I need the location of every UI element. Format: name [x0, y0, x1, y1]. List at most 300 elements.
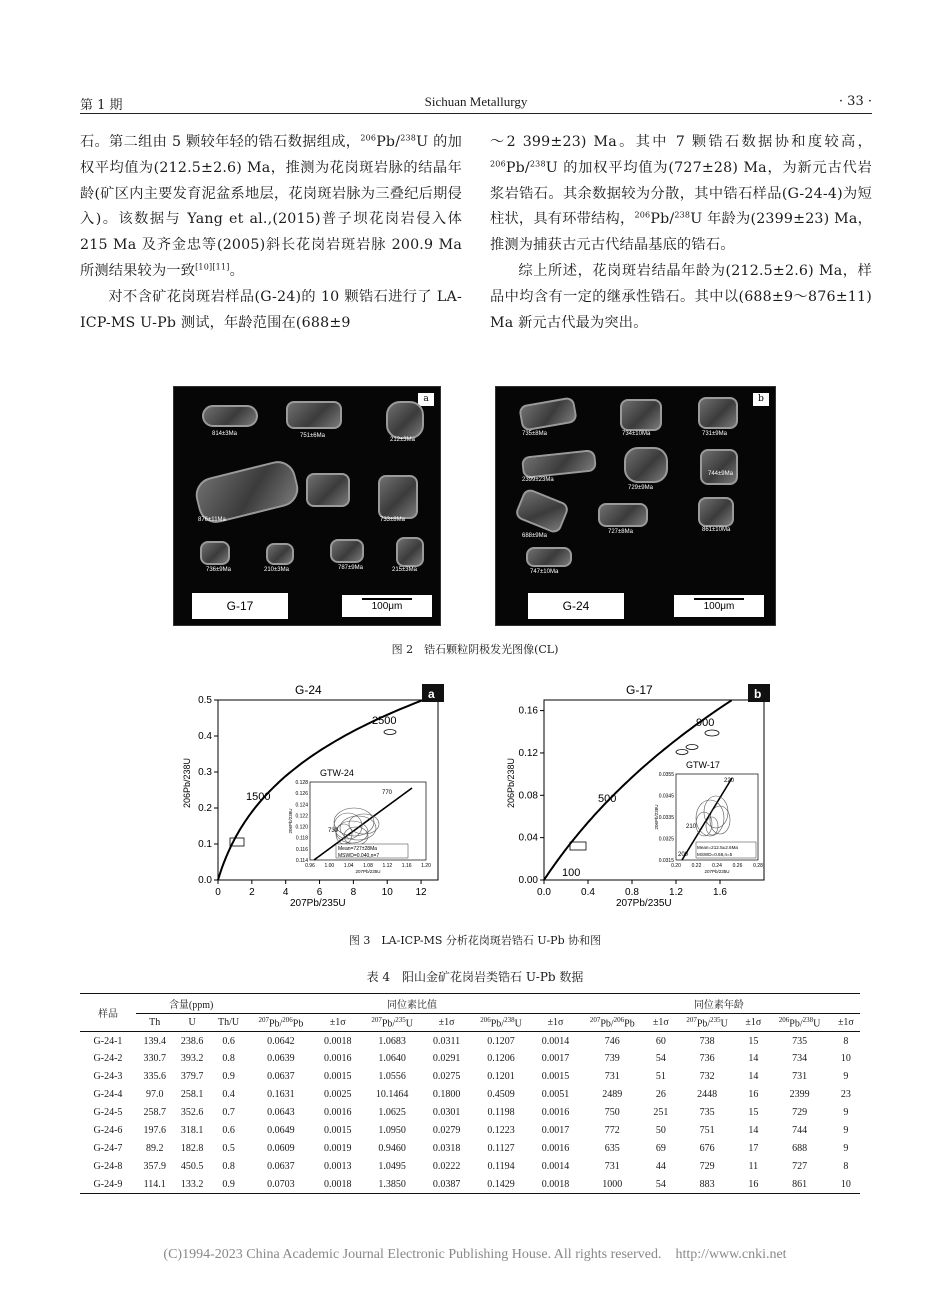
zircon-grain — [518, 396, 578, 431]
table-cell: G-24-2 — [93, 1053, 123, 1065]
table-cell: 0.0637 — [267, 1071, 295, 1083]
table-cell: 0.0222 — [432, 1161, 461, 1173]
y-tick-label: 0.2 — [198, 803, 212, 814]
table-cell: 0.1201 — [487, 1071, 515, 1083]
inset-age-label: 730 — [328, 828, 339, 834]
table-cell: 1.0640 — [378, 1053, 406, 1065]
y-tick-label: 0.4 — [198, 731, 212, 742]
table-cell: 0.0014 — [541, 1035, 570, 1047]
inset-x-axis-label: 207Pb/235U — [704, 869, 730, 874]
sub-header: ±1σ — [647, 1014, 675, 1032]
table-cell: 15 — [748, 1035, 759, 1047]
inset-x-tick-label: 0.22 — [691, 863, 702, 869]
table-cell: G-24-6 — [93, 1125, 123, 1137]
col-header-sample: 样品 — [80, 994, 136, 1032]
sample-label: G-17 — [192, 593, 288, 619]
x-tick-label: 4 — [282, 887, 289, 898]
table-cell: 0.0025 — [323, 1089, 352, 1101]
inset-y-axis-label: 206Pb/238U — [288, 808, 293, 834]
sub-header: Th — [136, 1014, 173, 1032]
table-cell: 393.2 — [180, 1053, 204, 1065]
figure-2-caption: 图 2 锆石颗粒阴极发光图像(CL) — [391, 643, 559, 656]
grain-age: 733±8Ma — [380, 517, 405, 523]
left-column — [80, 130, 462, 336]
inset-x-axis-label: 207Pb/235U — [355, 869, 381, 874]
table-row — [80, 1176, 860, 1194]
y-tick-label: 0.0 — [198, 875, 212, 886]
y-axis-label: 206Pb/238U — [506, 757, 516, 808]
table-cell: 635 — [604, 1143, 620, 1155]
x-tick-label: 0.0 — [537, 887, 551, 898]
concordia-age-label: 1500 — [246, 791, 271, 803]
table-cell: 688 — [792, 1143, 808, 1155]
table-cell: 735 — [699, 1107, 715, 1119]
inset-y-tick-label: 0.118 — [295, 835, 308, 842]
table-cell: 9 — [843, 1125, 849, 1137]
table-cell: 1.0625 — [378, 1107, 406, 1119]
table-cell: 731 — [604, 1071, 620, 1083]
table-cell: 26 — [655, 1089, 666, 1101]
col-header-ratio: 同位素比值 — [246, 994, 577, 1014]
table-cell: 1.0950 — [378, 1125, 406, 1137]
x-tick-label: 1.2 — [669, 887, 683, 898]
table-cell: 197.6 — [143, 1125, 166, 1137]
table-cell: 0.0016 — [541, 1107, 570, 1119]
left-paragraph-2: 对不含矿花岗斑岩样品(G-24)的 10 颗锆石进行了 LA-ICP-MS U-Pb 测试，年龄范围在(688±9 — [80, 288, 462, 331]
inset-y-tick-label: 0.0325 — [658, 836, 674, 843]
table-cell: 14 — [748, 1053, 759, 1065]
table-cell: 772 — [604, 1125, 620, 1137]
chart-title: G-17 — [626, 683, 653, 697]
table-cell: 729 — [699, 1161, 715, 1173]
table-cell: 0.9 — [222, 1071, 235, 1083]
zircon-data-table — [80, 993, 860, 1194]
data-ellipse — [705, 730, 719, 736]
sub-header: $^{207}$Pb/$^{206}$Pb — [578, 1014, 647, 1032]
inset-age-label: 770 — [382, 790, 393, 796]
table-row — [80, 1068, 860, 1086]
copyright-footer: (C)1994-2023 China Academic Journal Electronic Publishing House. All rights reserved. http://www.cnki.net — [163, 1247, 787, 1262]
table-cell: 0.1429 — [469, 1176, 533, 1194]
table-cell: 0.0018 — [533, 1176, 578, 1194]
table-cell: 739 — [604, 1053, 620, 1065]
table-cell: 0.4509 — [487, 1089, 515, 1101]
table-cell: 0.0015 — [541, 1071, 570, 1083]
y-axis-label: 206Pb/238U — [182, 757, 192, 808]
grain-age: 729±9Ma — [628, 485, 653, 491]
table-cell: 0.0642 — [267, 1035, 295, 1047]
sample-label: G-24 — [528, 593, 624, 619]
left-paragraph-1: 石。第二组由 5 颗较年轻的锆石数据组成，$^{206}$Pb/$^{238}$U 的加权平均值为(212.5±2.6) Ma，推测为花岗斑岩脉的结晶年龄(矿区内主要发育泥盆系地层，花岗斑岩脉为三叠纪后期侵入)。该数据与 Yang et al.,(2015)普子坝花岗岩侵入体 215 Ma 及齐金忠等(2005)斜长花岗岩斑岩脉 200.9 Ma 所测结果较为一致[10][11]。 — [80, 133, 462, 279]
x-tick-label: 12 — [415, 887, 427, 898]
zircon-grain — [598, 503, 648, 527]
chart-title: G-24 — [295, 683, 322, 697]
table-row — [80, 1086, 860, 1104]
y-tick-label: 0.5 — [198, 695, 212, 706]
table-cell: G-24-5 — [93, 1107, 123, 1119]
table-cell: 182.8 — [180, 1143, 204, 1155]
inset-y-tick-label: 0.116 — [295, 846, 308, 853]
table-cell: 8 — [843, 1035, 849, 1047]
table-cell: 0.6 — [222, 1125, 235, 1137]
grain-age: 734±10Ma — [622, 431, 651, 437]
inset-age-label: 200 — [678, 852, 689, 858]
sub-header: $^{207}$Pb/$^{235}$U — [360, 1014, 424, 1032]
table-cell: 60 — [655, 1035, 666, 1047]
table-cell: 0.1631 — [267, 1089, 295, 1101]
inset-mswd: MSWD=0.040,n=7 — [338, 853, 380, 859]
inset-x-tick-label: 1.04 — [343, 863, 354, 869]
y-tick-label: 0.08 — [518, 790, 538, 802]
zircon-grain — [396, 537, 424, 567]
grain-age: 744±9Ma — [708, 471, 733, 477]
grain-age: 727±8Ma — [608, 529, 633, 535]
table-cell: G-24-1 — [93, 1035, 123, 1047]
table-cell: 10 — [840, 1053, 851, 1065]
inset-y-axis-label: 206Pb/238U — [654, 804, 659, 830]
grain-age: 736±9Ma — [206, 567, 231, 573]
inset-y-tick-label: 0.0355 — [658, 772, 674, 778]
table-cell: 735 — [792, 1035, 808, 1047]
x-tick-label: 0.4 — [581, 887, 595, 898]
zircon-grain — [378, 475, 418, 519]
grain-age: 210±3Ma — [264, 567, 289, 573]
table-cell: 0.0017 — [541, 1125, 570, 1137]
table-cell: 676 — [699, 1143, 715, 1155]
table-cell: 738 — [699, 1035, 715, 1047]
citation: [10][11] — [195, 262, 230, 272]
table-body — [80, 1032, 860, 1194]
zircon-grain — [620, 399, 662, 431]
zircon-grain — [330, 539, 364, 563]
data-ellipse — [676, 750, 688, 755]
inset-title: GTW-17 — [686, 760, 720, 770]
table-cell: 751 — [699, 1125, 715, 1137]
y-tick-label: 0.04 — [518, 832, 538, 844]
right-paragraph-1: ～2 399±23) Ma。其中 7 颗锆石数据协和度较高，$^{206}$Pb/$^{238}$U 的加权平均值为(727±28) Ma，为新元古代岩浆岩锆石。其余数据较为分散，其中锆石样品(G-24-4)为短柱状，具有环带结构，$^{206}$Pb/$^{238}$U 年龄为(2399±23) Ma，推测为捕获古元古代结晶基底的锆石。 — [490, 134, 872, 254]
table-cell: 0.1800 — [432, 1089, 461, 1101]
table-cell: G-24-4 — [93, 1089, 123, 1101]
table-cell: 0.0013 — [323, 1161, 352, 1173]
table-cell: 0.0609 — [267, 1143, 295, 1155]
table-cell: 727 — [792, 1161, 808, 1173]
table-cell: 0.1127 — [487, 1143, 515, 1155]
y-tick-label: 0.1 — [198, 839, 212, 850]
zircon-grain — [202, 405, 258, 427]
table-cell: 731 — [604, 1161, 620, 1173]
cl-image-panel-a — [173, 386, 441, 626]
grain-age: 787±9Ma — [338, 565, 363, 571]
grain-age: 861±10Ma — [702, 527, 731, 533]
table-cell: 0.1206 — [487, 1053, 515, 1065]
right-column — [490, 130, 872, 336]
table-cell: G-24-3 — [93, 1071, 123, 1083]
x-tick-label: 2 — [249, 887, 255, 898]
table-cell: 14 — [748, 1071, 759, 1083]
sub-header: $^{207}$Pb/$^{235}$U — [675, 1014, 739, 1032]
zircon-grain — [698, 397, 738, 429]
table-cell: 54 — [655, 1053, 666, 1065]
table-row — [80, 1032, 860, 1050]
table-cell: 10 — [832, 1176, 860, 1194]
table-cell: 0.1207 — [487, 1035, 515, 1047]
inset-y-tick-label: 0.0315 — [658, 858, 674, 864]
table-cell: 746 — [604, 1035, 620, 1047]
panel-tag: a — [418, 393, 434, 406]
grain-age: 212±3Ma — [390, 437, 415, 443]
table-cell: 0.0639 — [267, 1053, 295, 1065]
panel-tag: b — [754, 687, 762, 701]
x-tick-label: 10 — [381, 887, 393, 898]
table-cell: 69 — [655, 1143, 666, 1155]
col-header-content: 含量(ppm) — [136, 994, 246, 1014]
table-cell: 330.7 — [143, 1053, 166, 1065]
inset-x-tick-label: 1.12 — [382, 863, 393, 869]
table-cell: 10.1464 — [375, 1089, 409, 1101]
zircon-grain — [698, 497, 734, 527]
table-cell: 0.0019 — [323, 1143, 352, 1155]
grain-age: 747±10Ma — [530, 569, 559, 575]
table-cell: 0.1223 — [487, 1125, 515, 1137]
table-cell: 133.2 — [173, 1176, 210, 1194]
sub-header: ±1σ — [424, 1014, 469, 1032]
table-cell: 14 — [748, 1125, 759, 1137]
concordia-chart-b — [506, 678, 776, 910]
table-cell: 114.1 — [136, 1176, 173, 1194]
concordia-age-label: 100 — [562, 867, 581, 879]
x-tick-label: 6 — [316, 887, 323, 898]
inset-chart — [654, 760, 763, 874]
sub-header: ±1σ — [315, 1014, 360, 1032]
table-cell: 352.6 — [180, 1107, 204, 1119]
inset-x-tick-label: 0.24 — [712, 863, 722, 869]
table-cell: 0.0016 — [323, 1107, 352, 1119]
table-row — [80, 1158, 860, 1176]
y-tick-label: 0.3 — [198, 767, 212, 778]
inset-x-tick-label: 1.00 — [324, 863, 335, 869]
inset-x-tick-label: 1.20 — [421, 863, 431, 869]
journal-name: Sichuan Metallurgy — [424, 94, 528, 109]
table-cell: 0.0703 — [246, 1176, 315, 1194]
x-axis-label: 207Pb/235U — [616, 898, 672, 909]
table-cell: 0.0301 — [432, 1107, 461, 1119]
table-cell: 0.0018 — [315, 1176, 360, 1194]
grain-age: 215±3Ma — [392, 567, 417, 573]
table-cell: 0.0387 — [424, 1176, 469, 1194]
table-cell: 0.9 — [211, 1176, 246, 1194]
table-cell: 0.0015 — [323, 1125, 352, 1137]
inset-x-tick-label: 0.96 — [305, 863, 315, 869]
sub-header: $^{207}$Pb/$^{206}$Pb — [246, 1014, 315, 1032]
table-cell: 44 — [655, 1161, 666, 1173]
table-cell: 0.5 — [222, 1143, 235, 1155]
table-cell: 9 — [843, 1071, 849, 1083]
table-cell: 729 — [792, 1107, 808, 1119]
table-cell: 736 — [699, 1053, 715, 1065]
table-cell: 0.0291 — [432, 1053, 461, 1065]
inset-y-tick-label: 0.122 — [295, 813, 308, 820]
grain-age: 2399±23Ma — [522, 477, 554, 483]
y-tick-label: 0.00 — [518, 875, 538, 886]
table-cell: 0.1194 — [487, 1161, 515, 1173]
inset-age-label: 210 — [686, 824, 697, 830]
inset-x-tick-label: 0.20 — [671, 863, 681, 869]
table-cell: 734 — [792, 1053, 808, 1065]
zircon-grain — [386, 401, 424, 439]
sub-header: ±1σ — [739, 1014, 767, 1032]
table-cell: 335.6 — [143, 1071, 166, 1083]
y-tick-label: 0.16 — [518, 705, 538, 717]
table-cell: 450.5 — [180, 1161, 204, 1173]
issue-number: 第 1 期 — [80, 98, 123, 113]
table-cell: 1.0556 — [378, 1071, 406, 1083]
table-cell: 0.9460 — [378, 1143, 406, 1155]
table-cell: 0.0017 — [541, 1053, 570, 1065]
sub-header: ±1σ — [832, 1014, 860, 1032]
table-cell: 0.0014 — [541, 1161, 570, 1173]
table-cell: G-24-9 — [80, 1176, 136, 1194]
sub-header: ±1σ — [533, 1014, 578, 1032]
table-cell: 54 — [647, 1176, 675, 1194]
inset-y-tick-label: 0.0345 — [658, 793, 674, 800]
concordia-age-label: 500 — [598, 793, 617, 805]
panel-tag: a — [428, 687, 435, 701]
concordia-age-label: 2500 — [372, 715, 397, 727]
inset-y-tick-label: 0.128 — [295, 780, 308, 786]
table-cell: 0.0016 — [541, 1143, 570, 1155]
table-cell: 2489 — [602, 1089, 623, 1101]
table-cell: 1.0683 — [378, 1035, 406, 1047]
inset-y-tick-label: 0.0335 — [658, 815, 674, 821]
inset-y-tick-label: 0.126 — [295, 791, 308, 798]
right-paragraph-2: 综上所述，花岗斑岩结晶年龄为(212.5±2.6) Ma，样品中均含有一定的继承性锆石。其中以(688±9～876±11) Ma 新元古代最为突出。 — [490, 262, 872, 331]
table-4-caption: 表 4 阳山金矿花岗岩类锆石 U-Pb 数据 — [366, 970, 584, 984]
sub-header: Th/U — [211, 1014, 246, 1032]
table-cell: 1000 — [578, 1176, 647, 1194]
table-cell: 0.0279 — [432, 1125, 461, 1137]
table-row — [80, 1140, 860, 1158]
table-row — [80, 1122, 860, 1140]
zircon-grain — [526, 547, 572, 567]
figure-3-caption: 图 3 LA-ICP-MS 分析花岗斑岩锆石 U-Pb 协和图 — [348, 934, 602, 947]
x-tick-label: 0 — [215, 887, 221, 898]
table-cell: 0.8 — [222, 1161, 235, 1173]
col-header-age: 同位素年龄 — [578, 994, 860, 1014]
grain-age: 814±3Ma — [212, 431, 237, 437]
inset-title: GTW-24 — [320, 768, 354, 778]
y-tick-label: 0.12 — [518, 747, 538, 759]
grain-age: 735±8Ma — [522, 431, 547, 437]
table-cell: 861 — [767, 1176, 831, 1194]
table-cell: 379.7 — [180, 1071, 204, 1083]
inset-mean: Mean=727±28Ma — [338, 846, 378, 852]
table-cell: 251 — [653, 1107, 669, 1119]
scale-bar: 100μm — [342, 595, 432, 617]
table-cell: 16 — [748, 1089, 759, 1101]
table-cell: 0.0051 — [541, 1089, 570, 1101]
table-cell: 0.6 — [222, 1035, 235, 1047]
table-cell: 15 — [748, 1107, 759, 1119]
table-cell: 0.7 — [222, 1107, 235, 1119]
table-row — [80, 1104, 860, 1122]
table-cell: 0.0649 — [267, 1125, 295, 1137]
sub-header-row — [80, 1014, 860, 1032]
table-cell: 0.4 — [222, 1089, 235, 1101]
data-box — [570, 842, 586, 850]
table-cell: 238.6 — [180, 1035, 204, 1047]
running-header — [80, 92, 872, 114]
inset-age-label: 220 — [724, 778, 735, 784]
table-cell: 258.7 — [143, 1107, 166, 1119]
data-ellipse — [686, 745, 698, 750]
inset-x-tick-label: 0.26 — [732, 863, 743, 869]
table-cell: 0.0637 — [267, 1161, 295, 1173]
table-cell: 0.1198 — [487, 1107, 515, 1119]
data-ellipse — [384, 730, 396, 735]
table-cell: 51 — [655, 1071, 666, 1083]
table-cell: 139.4 — [143, 1035, 166, 1047]
inset-y-tick-label: 0.114 — [295, 858, 308, 864]
zircon-grain — [624, 447, 668, 483]
panel-tag: b — [753, 393, 769, 406]
table-cell: 0.0311 — [433, 1035, 461, 1047]
table-cell: 16 — [739, 1176, 767, 1194]
table-cell: 0.0643 — [267, 1107, 295, 1119]
concordia-chart-a — [180, 678, 450, 910]
zircon-grain — [200, 541, 230, 565]
table-cell: 8 — [843, 1161, 849, 1173]
table-cell: 50 — [655, 1125, 666, 1137]
table-row — [80, 1050, 860, 1068]
table-cell: 731 — [792, 1071, 808, 1083]
x-tick-label: 1.6 — [713, 887, 727, 898]
table-cell: 750 — [604, 1107, 620, 1119]
table-cell: 89.2 — [145, 1143, 164, 1155]
table-cell: 9 — [843, 1143, 849, 1155]
table-cell: 1.3850 — [360, 1176, 424, 1194]
table-cell: 0.0018 — [323, 1035, 352, 1047]
table-cell: 744 — [792, 1125, 808, 1137]
inset-chart — [288, 768, 431, 874]
table-cell: 23 — [840, 1089, 851, 1101]
x-tick-label: 8 — [350, 887, 357, 898]
grain-age: 731±9Ma — [702, 431, 727, 437]
table-cell: 318.1 — [180, 1125, 204, 1137]
table-cell: G-24-7 — [93, 1143, 123, 1155]
zircon-grain — [266, 543, 294, 565]
scale-bar: 100μm — [674, 595, 764, 617]
concordia-age-label: 900 — [696, 717, 715, 729]
table-cell: 9 — [843, 1107, 849, 1119]
table-cell: 1.0495 — [378, 1161, 406, 1173]
table-cell: 883 — [675, 1176, 739, 1194]
zircon-grain — [514, 487, 570, 535]
table-cell: 11 — [748, 1161, 759, 1173]
table-cell: 0.0318 — [432, 1143, 461, 1155]
table-cell: 2448 — [697, 1089, 718, 1101]
grain-age: 688±9Ma — [522, 533, 547, 539]
sub-header: U — [173, 1014, 210, 1032]
table-cell: 0.0275 — [432, 1071, 461, 1083]
table-cell: G-24-8 — [93, 1161, 123, 1173]
zircon-grain — [286, 401, 342, 429]
sub-header: $^{206}$Pb/$^{238}$U — [767, 1014, 831, 1032]
table-cell: 732 — [699, 1071, 715, 1083]
table-cell: 0.8 — [222, 1053, 235, 1065]
table-cell: 357.9 — [143, 1161, 166, 1173]
x-tick-label: 0.8 — [625, 887, 639, 898]
grain-age: 876±11Ma — [198, 517, 226, 523]
